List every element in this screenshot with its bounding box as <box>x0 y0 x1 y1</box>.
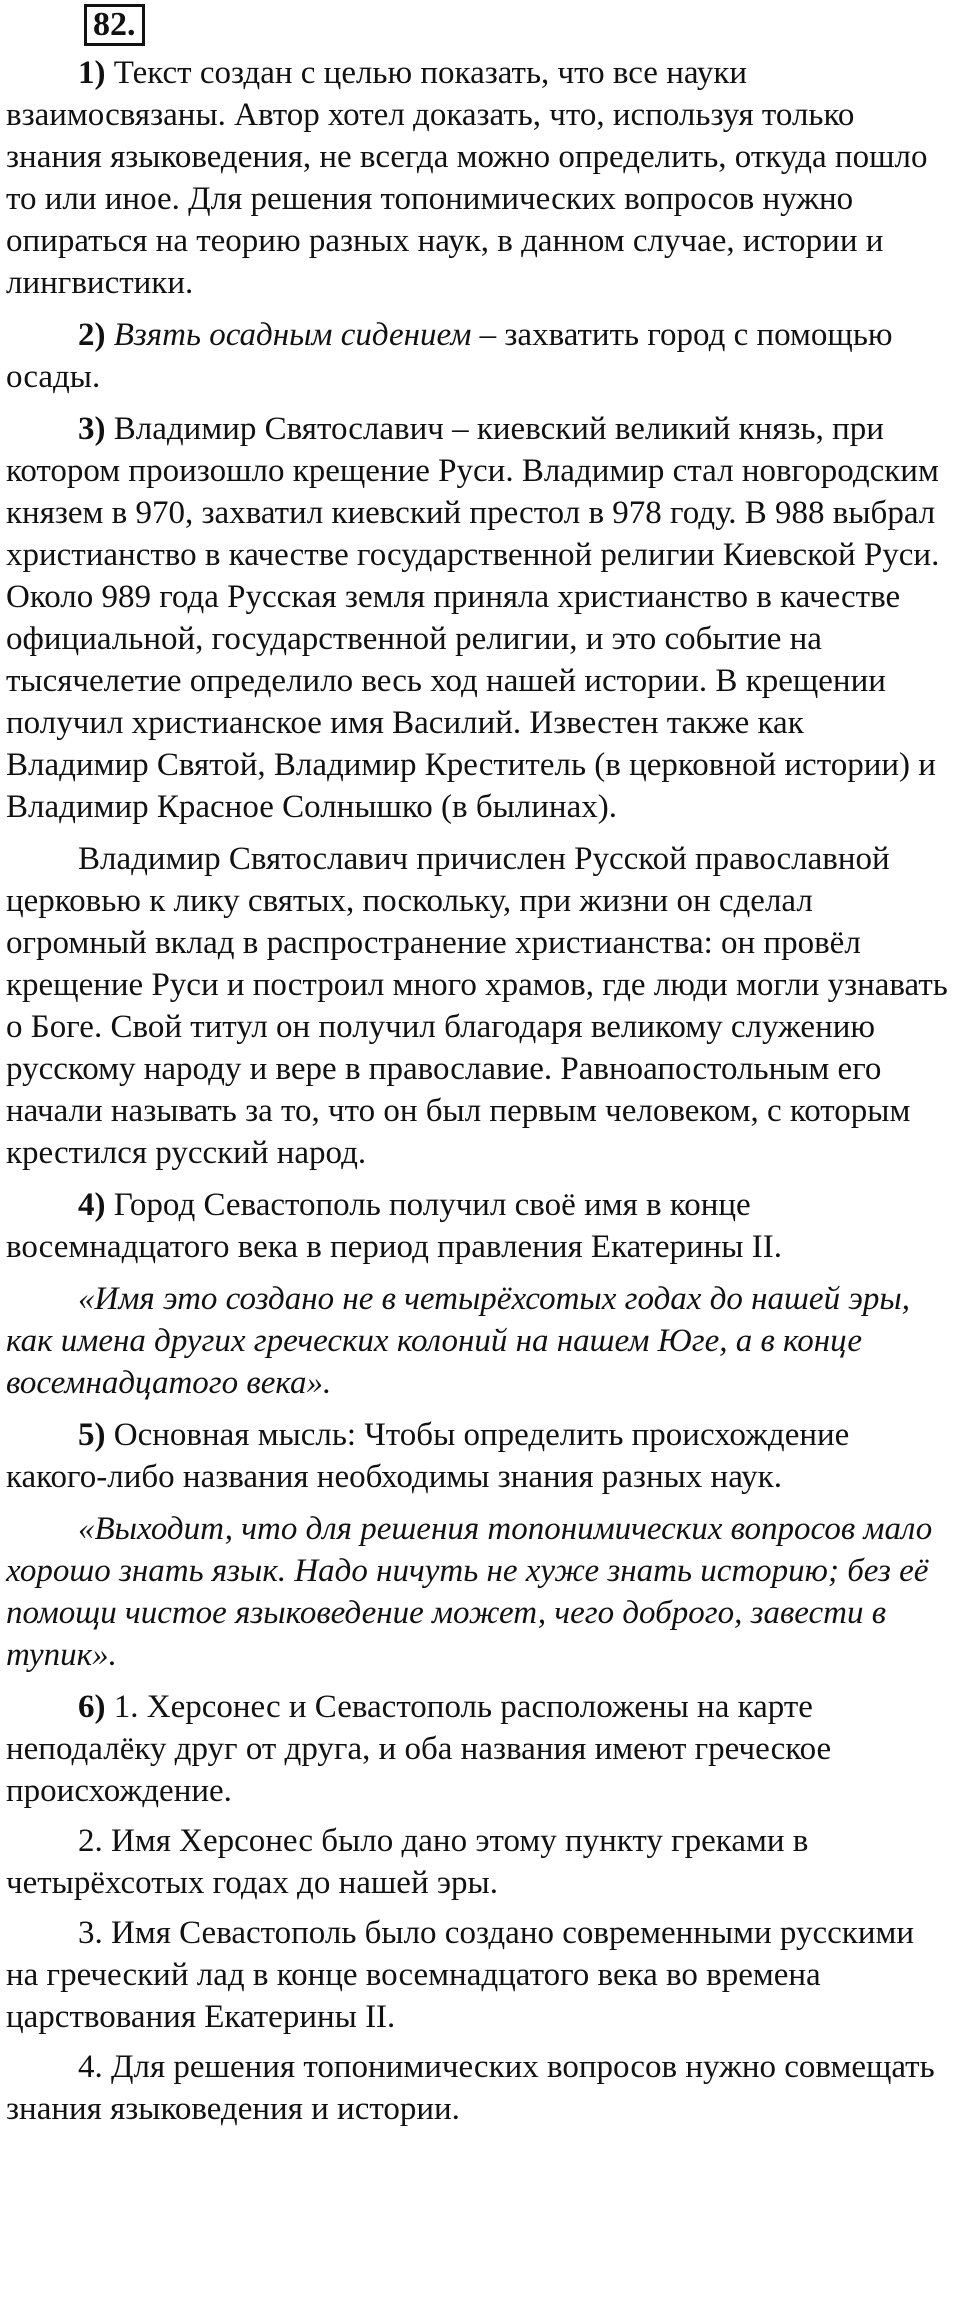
quote-5-text: «Выходит, что для решения топонимических вопросов мало хорошо знать язык. Надо ничуть не хуже знать историю; без её помощи чистое языковедение может, чего доброго, завести в тупик». <box>6 1511 933 1673</box>
item-marker-6: 6) <box>78 1689 106 1725</box>
task-number: 82. <box>84 4 145 46</box>
paragraph-2-text: – захватить город с помощью осады. <box>6 317 893 395</box>
paragraph-6-point-3 <box>6 1912 952 2038</box>
paragraph-3b-text: Владимир Святославич причислен Русской православной церковью к лику святых, поскольку, при жизни он сделал огромный вклад в распространение христианства: он провёл крещение Руси и построил много храмов, где люди могли узнавать о Боге. Свой титул он получил благодаря великому служению русскому народу и вере в православие. Равноапостольным его начали называть за то, что он был первым человеком, с которым крестился русский народ. <box>6 841 948 1171</box>
paragraph-2 <box>6 314 952 398</box>
item-marker-2: 2) <box>78 317 106 353</box>
paragraph-3-text: Владимир Святославич – киевский великий князь, при котором произошло крещение Руси. Владимир стал новгородским князем в 970, захватил киевский престол в 978 году. В 988 выбрал христианство в качестве государственной религии Киевской Руси. Около 989 года Русская земля приняла христианство в качестве официальной, государственной религии, и это событие на тысячелетие определило весь ход нашей истории. В крещении получил христианское имя Василий. Известен также как Владимир Святой, Владимир Креститель (в церковной истории) и Владимир Красное Солнышко (в былинах). <box>6 411 940 825</box>
paragraph-1-text: Текст создан с целью показать, что все науки взаимосвязаны. Автор хотел доказать, что, используя только знания языковедения, не всегда можно определить, откуда пошло то или иное. Для решения топонимических вопросов нужно опираться на теорию разных наук, в данном случае, истории и лингвистики. <box>6 55 928 301</box>
paragraph-4 <box>6 1184 952 1268</box>
paragraph-4-text: Город Севастополь получил своё имя в конце восемнадцатого века в период правления Екатерины II. <box>6 1187 782 1265</box>
point-4-text: 4. Для решения топонимических вопросов нужно совмещать знания языковедения и истории. <box>6 2049 935 2127</box>
paragraph-2-term: Взять осадным сидением <box>105 317 472 353</box>
paragraph-1 <box>6 52 952 304</box>
item-marker-1: 1) <box>78 55 106 91</box>
quote-5 <box>6 1508 952 1676</box>
paragraph-6-text: 1. Херсонес и Севастополь расположены на карте неподалёку друг от друга, и оба названия имеют греческое происхождение. <box>6 1689 832 1809</box>
paragraph-3-continued <box>6 838 952 1174</box>
item-marker-4: 4) <box>78 1187 106 1223</box>
quote-4-text: «Имя это создано не в четырёхсотых годах до нашей эры, как имена других греческих колоний на нашем Юге, а в конце восемнадцатого века». <box>6 1281 910 1401</box>
paragraph-5-text: Основная мысль: Чтобы определить происхождение какого-либо названия необходимы знания разных наук. <box>6 1417 850 1495</box>
paragraph-6 <box>6 1686 952 1812</box>
paragraph-6-point-2 <box>6 1820 952 1904</box>
point-3-text: 3. Имя Севастополь было создано современными русскими на греческий лад в конце восемнадцатого века во времена царствования Екатерины II. <box>6 1915 915 2035</box>
item-marker-3: 3) <box>78 411 106 447</box>
paragraph-3 <box>6 408 952 828</box>
point-2-text: 2. Имя Херсонес было дано этому пункту греками в четырёхсотых годах до нашей эры. <box>6 1823 809 1901</box>
paragraph-6-point-4 <box>6 2046 952 2130</box>
quote-4 <box>6 1278 952 1404</box>
item-marker-5: 5) <box>78 1417 106 1453</box>
paragraph-5 <box>6 1414 952 1498</box>
